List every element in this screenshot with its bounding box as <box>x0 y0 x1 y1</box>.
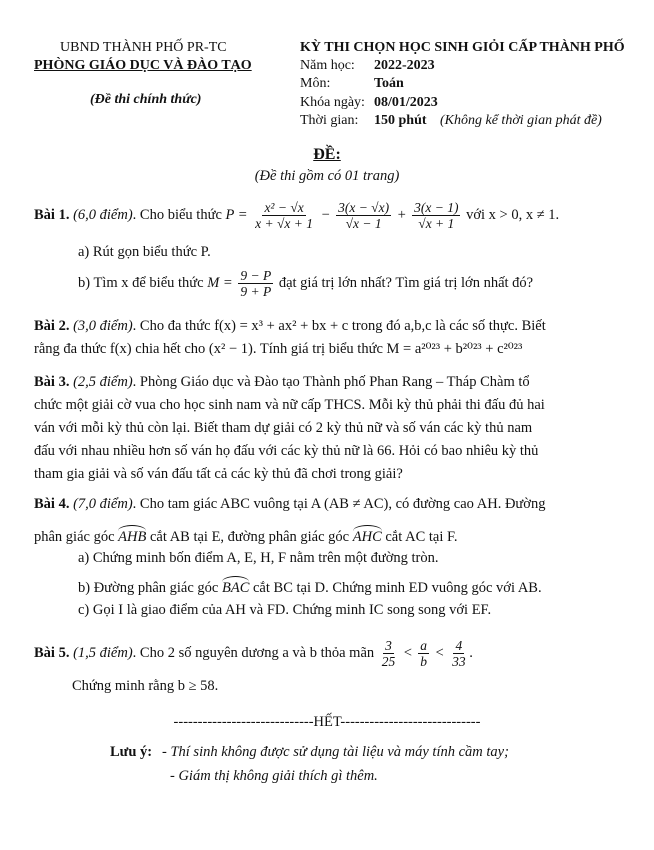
problem-1-points: (6,0 điểm) <box>73 206 133 223</box>
problem-2-line-2: rằng đa thức f(x) chia hết cho (x² − 1). Tính giá trị biểu thức M = a²⁰²³ + b²⁰²³ + c²⁰²³ <box>34 341 523 357</box>
issuer-line-1: UBND THÀNH PHỐ PR-TC <box>60 40 227 55</box>
problem-3-text-1: . Phòng Giáo dục và Đào tạo Thành phố Phan Rang – Tháp Chàm tổ <box>132 374 530 390</box>
problem-2-text-1: . Cho đa thức f(x) = x³ + ax² + bx + c trong đó a,b,c là các số thực. Biết <box>132 318 546 334</box>
problem-4a: a) Chứng minh bốn điểm A, E, H, F nằm trên một đường tròn. <box>78 550 439 566</box>
problem-1b-pre: b) Tìm x để biểu thức <box>78 274 204 291</box>
problem-1b <box>78 268 533 299</box>
problem-3-points: (2,5 điểm) <box>73 374 133 390</box>
problem-1-intro: . Cho biểu thức <box>132 206 222 223</box>
problem-5-points: (1,5 điểm) <box>73 644 133 661</box>
end-marker: -----------------------------HẾT----------------------------- <box>173 714 481 730</box>
problem-4b-text-a: b) Đường phân giác góc <box>78 580 219 596</box>
problem-4-text-2c: cắt AC tại F. <box>385 529 458 545</box>
problem-4b <box>78 576 542 598</box>
formula-M: M = $\frac{9 - P}{9 + P}$ <box>207 268 272 299</box>
problem-2-points: (3,0 điểm) <box>73 318 133 334</box>
angle-AHB: AHB <box>118 525 146 547</box>
formula-P: P = $\frac{\text{x² − √x}}{x + √x + 1}$ − $\frac{3(x - √x)}{√x - 1}$ + $\frac{3(x - 1)}{√x + 1}$ <box>225 200 459 231</box>
problem-5-line-2: Chứng minh rằng b ≥ 58. <box>72 678 219 694</box>
problem-3-line-1 <box>34 372 530 392</box>
problem-4c: c) Gọi I là giao điểm của AH và FD. Chứng minh IC song song với EF. <box>78 602 492 618</box>
problem-4-points: (7,0 điểm) <box>73 496 133 512</box>
exam-heading: ĐỀ: <box>313 146 341 163</box>
note-line-1: - Thí sinh không được sử dụng tài liệu và máy tính cầm tay; <box>162 744 509 760</box>
angle-BAC: BAC <box>222 576 249 598</box>
problem-4-line-2 <box>34 525 458 547</box>
problem-1a: a) Rút gọn biểu thức P. <box>78 244 211 260</box>
problem-4b-text-b: cắt BC tại D. Chứng minh ED vuông góc với AB. <box>253 580 542 596</box>
problem-3-label: Bài 3. <box>34 374 70 390</box>
problem-2-line-1 <box>34 316 546 336</box>
problem-2-label: Bài 2. <box>34 318 70 334</box>
problem-5-text-1: . Cho 2 số nguyên dương a và b thỏa mãn <box>132 644 375 661</box>
school-year-label: Năm học: <box>300 58 355 73</box>
duration-value: 150 phút <box>374 113 427 128</box>
subject-label: Môn: <box>300 76 331 91</box>
problem-3-line-4: đấu với nhau nhiều hơn số ván họ đấu với các kỳ thủ nữ là 66. Hỏi có bao nhiêu kỳ thủ <box>34 443 539 459</box>
problem-4-label: Bài 4. <box>34 496 70 512</box>
problem-1b-post: đạt giá trị lớn nhất? Tìm giá trị lớn nhất đó? <box>278 274 534 291</box>
problem-5-line-1 <box>34 638 473 669</box>
problem-4-text-1: . Cho tam giác ABC vuông tại A (AB ≠ AC), có đường cao AH. Đường <box>132 496 546 512</box>
duration-note: (Không kể thời gian phát đề) <box>440 113 602 128</box>
note-line-2: - Giám thị không giải thích gì thêm. <box>170 768 378 784</box>
official-exam-label: (Đề thi chính thức) <box>90 92 202 107</box>
problem-1-condition: với x > 0, x ≠ 1. <box>466 206 560 223</box>
exam-title: KỲ THI CHỌN HỌC SINH GIỎI CẤP THÀNH PHỐ <box>300 40 625 55</box>
problem-1-label: Bài 1. <box>34 206 70 223</box>
page-count-note: (Đề thi gồm có 01 trang) <box>254 168 400 184</box>
note-label: Lưu ý: <box>110 744 153 760</box>
problem-4-line-1 <box>34 494 545 514</box>
exam-date-value: 08/01/2023 <box>374 95 438 110</box>
exam-date-label: Khóa ngày: <box>300 95 365 110</box>
subject-value: Toán <box>374 76 404 91</box>
problem-3-line-2: chức một giải cờ vua cho học sinh nam và nữ cấp THCS. Mỗi kỳ thủ phải thi đấu đủ hai <box>34 397 545 413</box>
problem-3-line-3: ván với mỗi kỳ thủ còn lại. Biết tham dự giải có 2 kỳ thủ nữ và số ván các kỳ thủ nam <box>34 420 533 436</box>
school-year-value: 2022-2023 <box>374 58 435 73</box>
issuer-line-2: PHÒNG GIÁO DỤC VÀ ĐÀO TẠO <box>34 58 252 73</box>
inequality-formula: $\frac{3}{25}$ < $\frac{a}{b}$ < $\frac{4}{33}$ . <box>381 638 474 669</box>
problem-4-text-2a: phân giác góc <box>34 529 115 545</box>
problem-5-label: Bài 5. <box>34 644 70 661</box>
problem-1 <box>34 200 634 231</box>
problem-4-text-2b: cắt AB tại E, đường phân giác góc <box>149 529 350 545</box>
duration-label: Thời gian: <box>300 113 359 128</box>
problem-3-line-5: tham gia giải và số ván đấu tất cả các kỳ thủ đã chơi trong giải? <box>34 466 403 482</box>
angle-AHC: AHC <box>353 525 382 547</box>
